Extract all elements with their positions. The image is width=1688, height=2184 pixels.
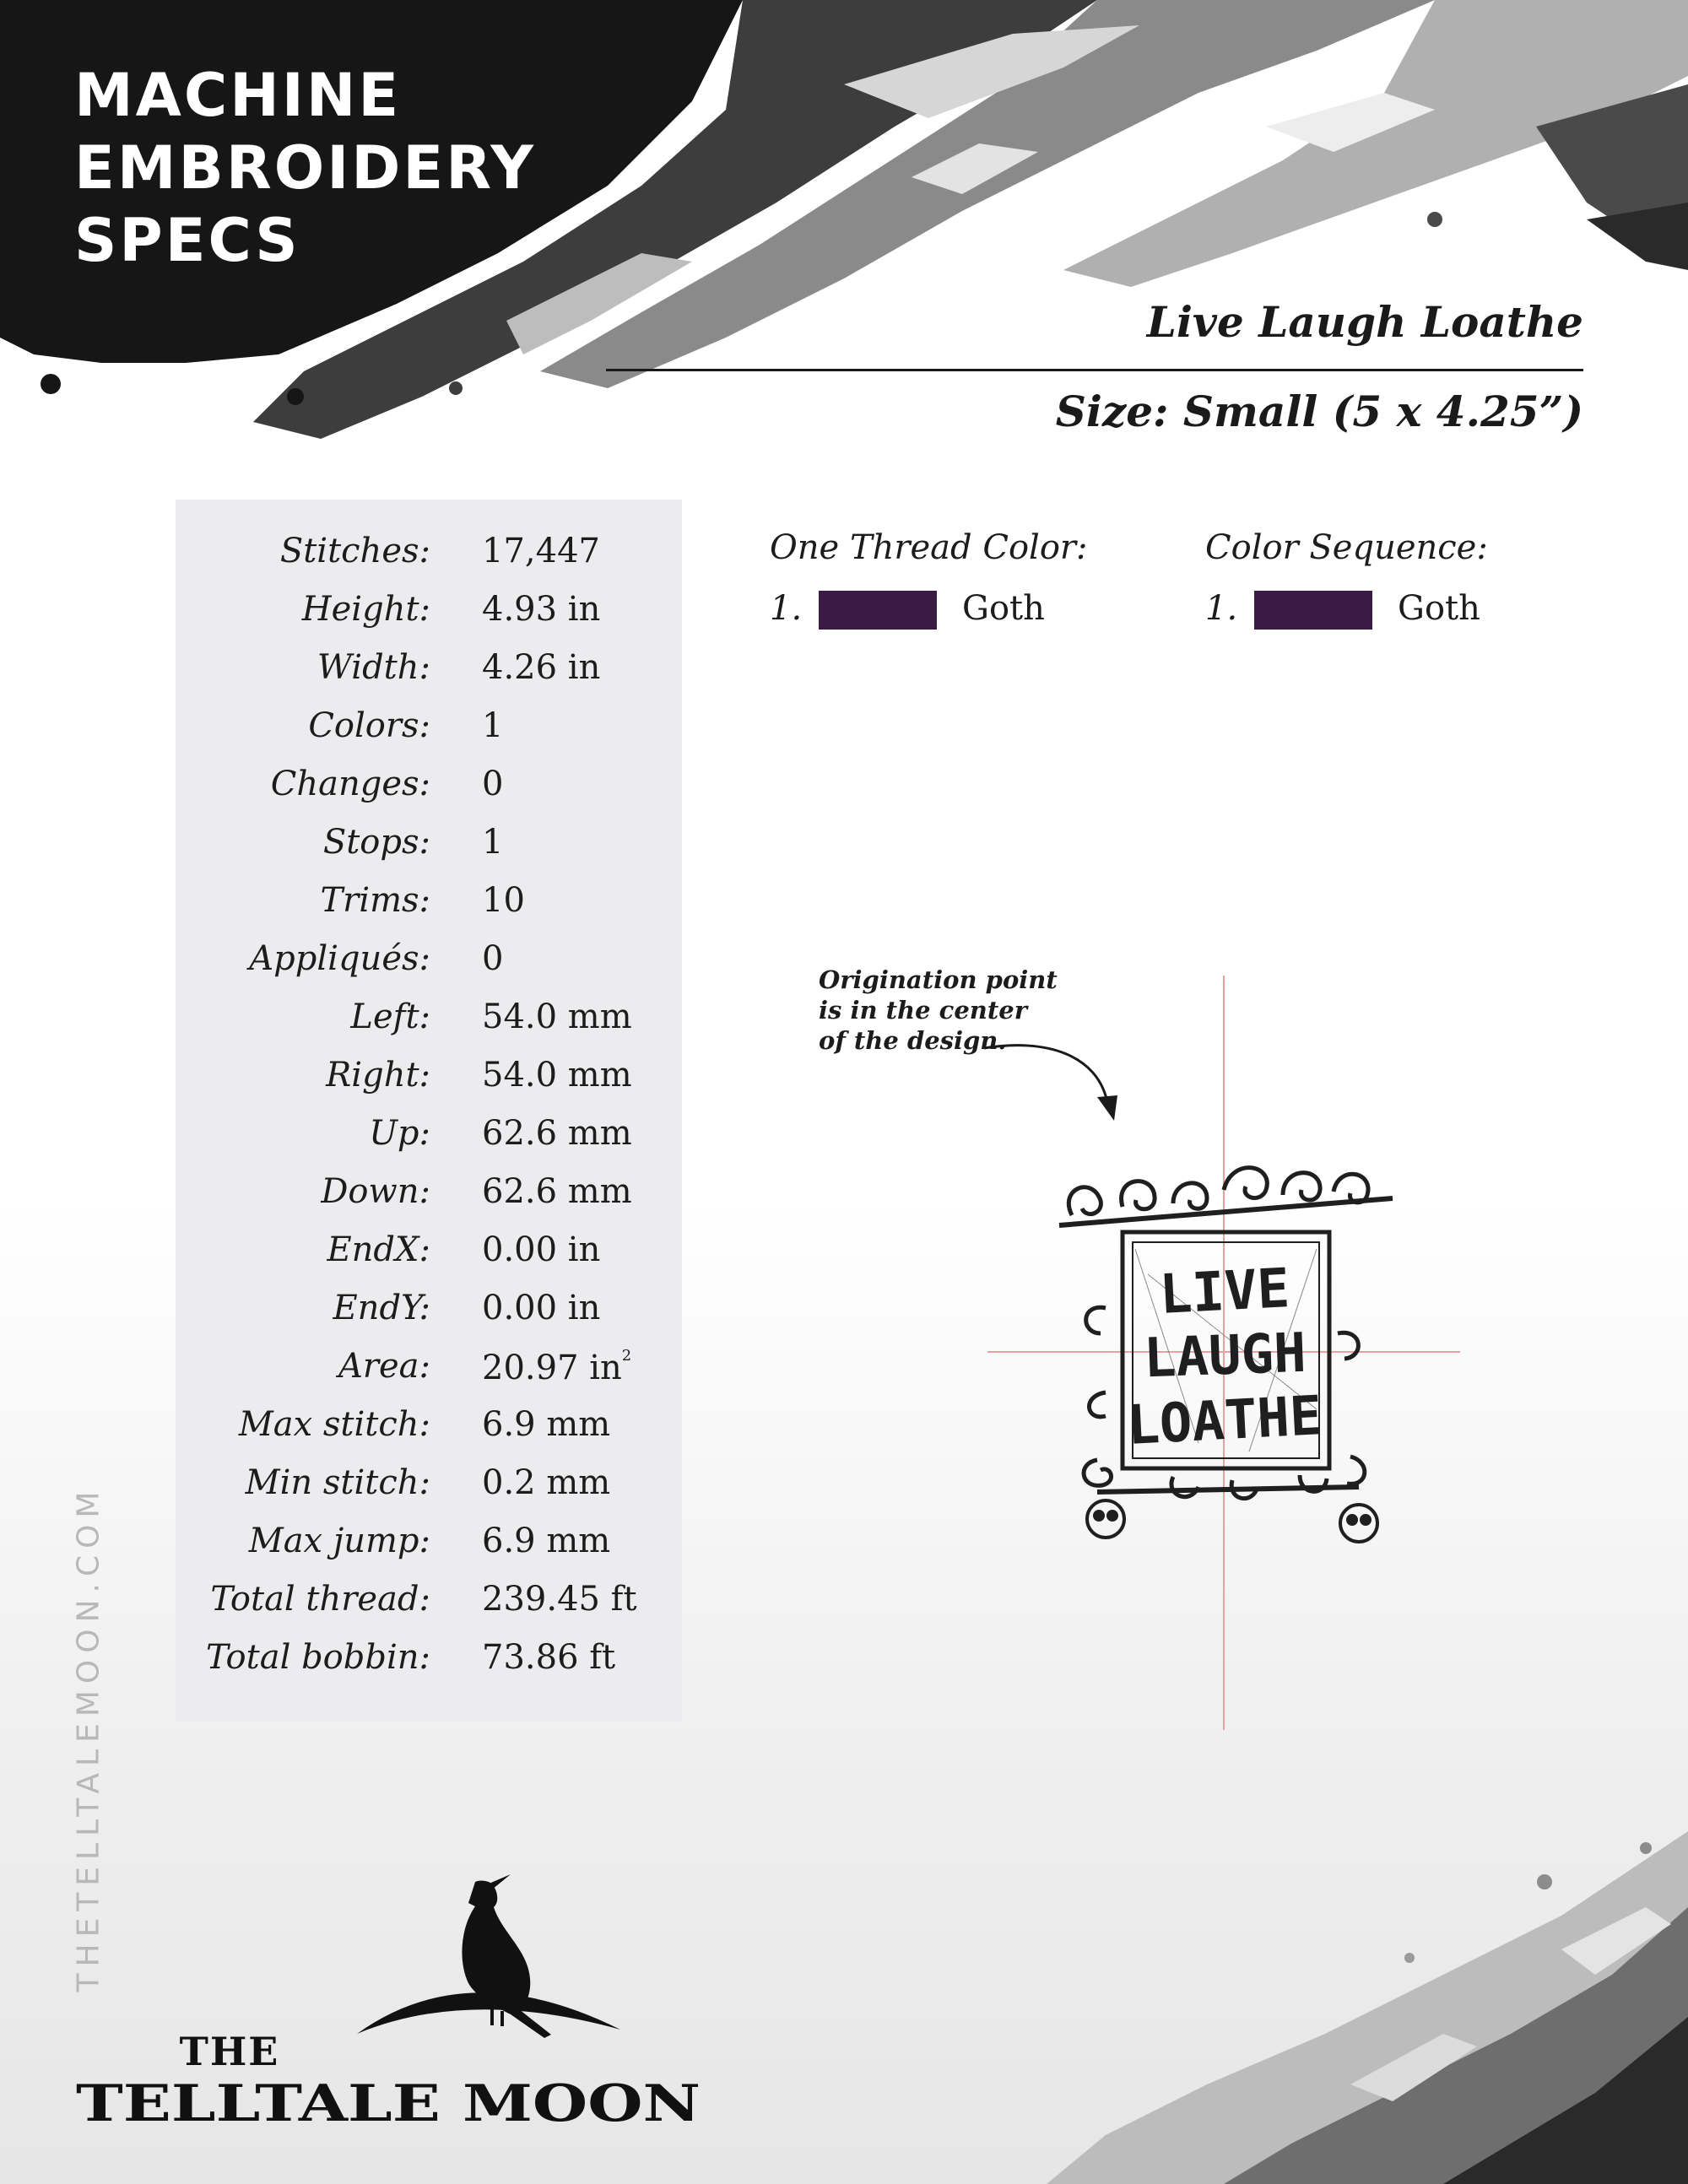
spec-value: 54.0 mm [482,997,632,1036]
bottom-brush-stroke-decoration [971,1831,1688,2184]
spec-row-endy [176,1289,682,1347]
spec-row-stitches [176,532,682,590]
title-line-1: MACHINE [74,61,402,130]
preview-text-line-1: LIVE [1158,1257,1291,1327]
spec-value: 54.0 mm [482,1056,632,1095]
spec-value: 4.26 in [482,648,601,687]
spec-row-area [176,1347,682,1405]
specs-panel [176,500,682,1722]
spec-value: 0.2 mm [482,1463,611,1502]
thread-color-item [770,589,1088,630]
spec-value: 0.00 in [482,1230,601,1269]
origin-note-line: is in the center [819,996,1027,1024]
spec-label: Min stitch: [245,1463,430,1502]
color-sequence-section [1205,528,1488,630]
spec-label: Area: [338,1347,430,1386]
spec-value-text: 20.97 in [482,1349,622,1387]
brand-line-1: THE [179,2029,280,2074]
spec-value: 4.93 in [482,590,601,629]
spec-row-colors [176,706,682,765]
spec-row-total-bobbin [176,1638,682,1696]
spec-value: 1 [482,706,504,745]
raven-icon [462,1874,551,2038]
spec-row-up [176,1114,682,1172]
spec-row-left [176,997,682,1056]
spec-label: Colors: [308,706,430,745]
spec-value: 1 [482,823,504,862]
spec-label: Up: [369,1114,430,1153]
spec-row-appliques [176,939,682,997]
spec-value: 6.9 mm [482,1405,611,1444]
thread-color-heading: One Thread Color: [770,528,1088,567]
spec-value: 10 [482,881,525,920]
thread-name: Goth [962,589,1045,628]
title-line-2: EMBROIDERY [74,133,536,203]
sequence-number: 1. [1205,589,1238,628]
spec-label: EndY: [333,1289,430,1327]
spec-row-total-thread [176,1580,682,1638]
website-url: THETELLTALEMOON.COM [71,1484,106,1992]
spec-label: Max stitch: [238,1405,430,1444]
spec-row-height [176,590,682,648]
spec-label: Trims: [320,881,430,920]
thread-swatch [819,591,937,630]
brand-line-2: TELLTALE MOON [76,2074,701,2131]
origin-note-line: Origination point [819,965,1058,994]
spec-label: Stops: [322,823,430,862]
thread-color-section [770,528,1088,630]
spec-row-trims [176,881,682,939]
spec-label: Appliqués: [249,939,430,978]
brand-logo [72,1869,713,2131]
spec-label: Left: [350,997,430,1036]
sequence-swatch [1254,591,1372,630]
superscript-2: 2 [621,1347,632,1365]
thread-number: 1. [770,589,803,628]
spec-row-right [176,1056,682,1114]
spec-value: 62.6 mm [482,1172,632,1211]
header-divider [606,369,1583,371]
spec-value: 17,447 [482,532,600,570]
spec-row-min-stitch [176,1463,682,1522]
embroidery-design-preview [979,970,1469,1738]
spec-label: Height: [301,590,430,629]
origin-note-line: of the design. [819,1026,1007,1055]
spec-row-max-stitch [176,1405,682,1463]
spec-row-endx [176,1230,682,1289]
page-title [74,59,536,277]
spec-row-width [176,648,682,706]
spec-label: Changes: [270,765,430,803]
spec-value: 6.9 mm [482,1522,611,1560]
sequence-name: Goth [1398,589,1480,628]
spec-value: 62.6 mm [482,1114,632,1153]
spec-label: Right: [326,1056,430,1095]
spec-value: 0 [482,765,504,803]
spec-label: Down: [321,1172,430,1211]
spec-label: Total thread: [210,1580,430,1619]
design-name: Live Laugh Loathe [1146,297,1583,347]
spec-row-max-jump [176,1522,682,1580]
spec-label: Max jump: [248,1522,430,1560]
title-line-3: SPECS [74,206,300,275]
spec-row-stops [176,823,682,881]
spec-row-changes [176,765,682,823]
spec-value [482,1347,631,1387]
color-sequence-item [1205,589,1488,630]
preview-text-line-2: LAUGH [1142,1322,1307,1391]
spec-label: EndX: [327,1230,430,1269]
spec-label: Width: [316,648,430,687]
spec-value: 239.45 ft [482,1580,637,1619]
spec-value: 0 [482,939,504,978]
spec-value: 0.00 in [482,1289,601,1327]
spec-value: 73.86 ft [482,1638,616,1677]
spec-label: Total bobbin: [205,1638,430,1677]
preview-text-line-3: LOATHE [1125,1385,1324,1458]
skull-icon [1087,1500,1377,1542]
spec-row-down [176,1172,682,1230]
spec-label: Stitches: [279,532,430,570]
design-size: Size: Small (5 x 4.25”) [1055,387,1583,436]
color-sequence-heading: Color Sequence: [1205,528,1488,567]
